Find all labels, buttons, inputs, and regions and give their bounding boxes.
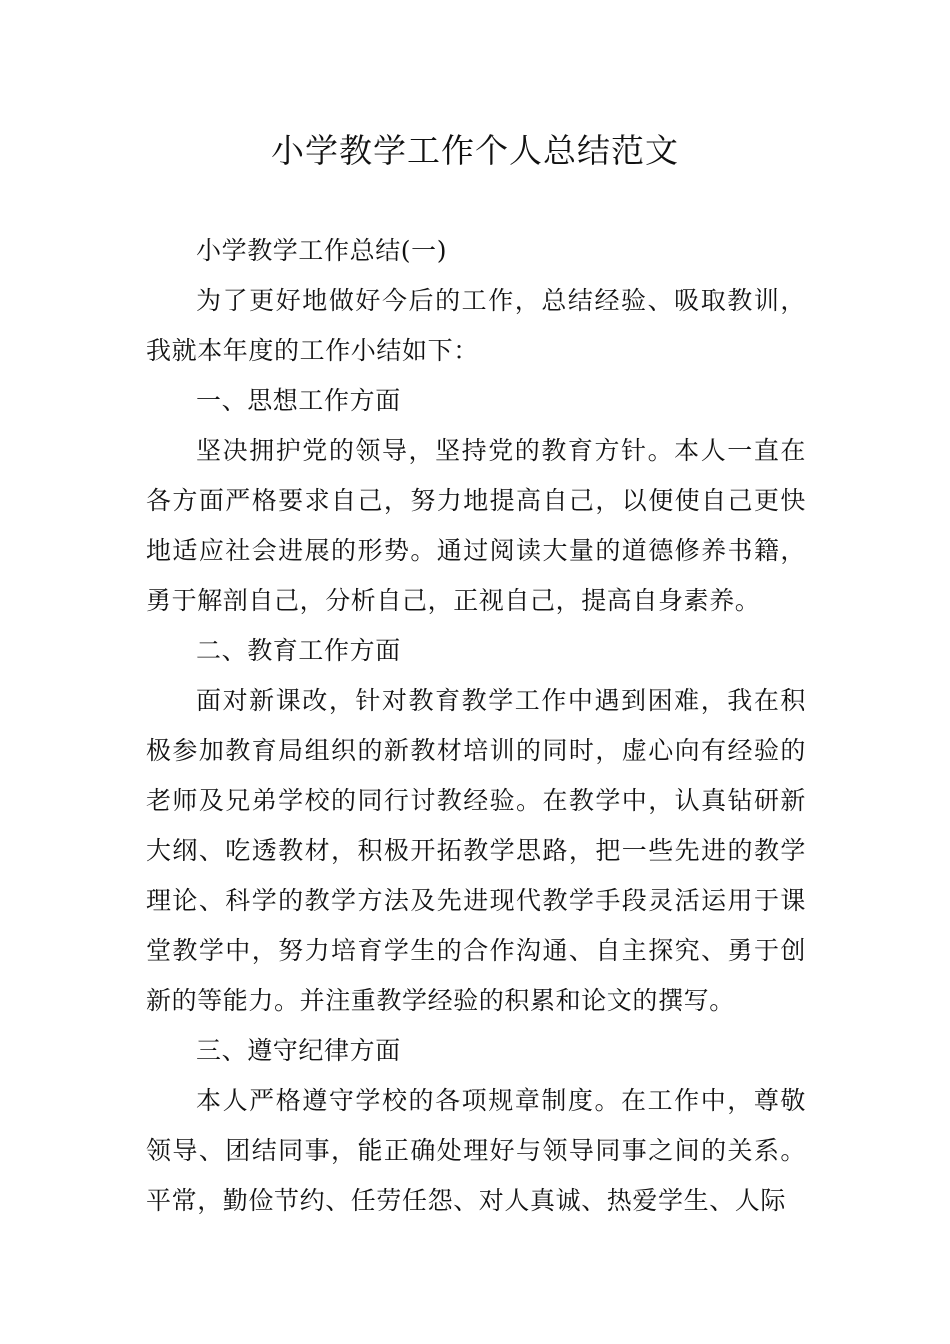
education-paragraph: 面对新课改，针对教育教学工作中遇到困难，我在积极参加教育局组织的新教材培训的同时，虚心向有经验的老师及兄弟学校的同行讨教经验。在教学中，认真钻研新大纲、吃透教材，积极开拓教学思路，把一些先进的教学理论、科学的教学方法及先进现代教学手段灵活运用于课堂教学中，努力培育学生的合作沟通、自主探究、勇于创新的等能力。并注重教学经验的积累和论文的撰写。 xyxy=(146,686,806,1015)
intro-paragraph: 为了更好地做好今后的工作，总结经验、吸取教训，我就本年度的工作小结如下： xyxy=(146,286,806,365)
section-heading-education: 二、教育工作方面 xyxy=(196,636,401,665)
document-body xyxy=(146,226,806,1226)
discipline-paragraph: 本人严格遵守学校的各项规章制度。在工作中，尊敬领导、团结同事，能正确处理好与领导同事之间的关系。平常，勤俭节约、任劳任怨、对人真诚、热爱学生、人际 xyxy=(146,1086,806,1215)
ideology-paragraph: 坚决拥护党的领导，坚持党的教育方针。本人一直在各方面严格要求自己，努力地提高自己，以便使自己更快地适应社会进展的形势。通过阅读大量的道德修养书籍，勇于解剖自己，分析自己，正视自己，提高自身素养。 xyxy=(146,436,806,615)
section-heading-discipline: 三、遵守纪律方面 xyxy=(196,1036,401,1065)
section-heading-ideology: 一、思想工作方面 xyxy=(196,386,401,415)
document-title: 小学教学工作个人总结范文 xyxy=(271,131,679,170)
section-heading-summary-one: 小学教学工作总结(一) xyxy=(196,236,448,265)
